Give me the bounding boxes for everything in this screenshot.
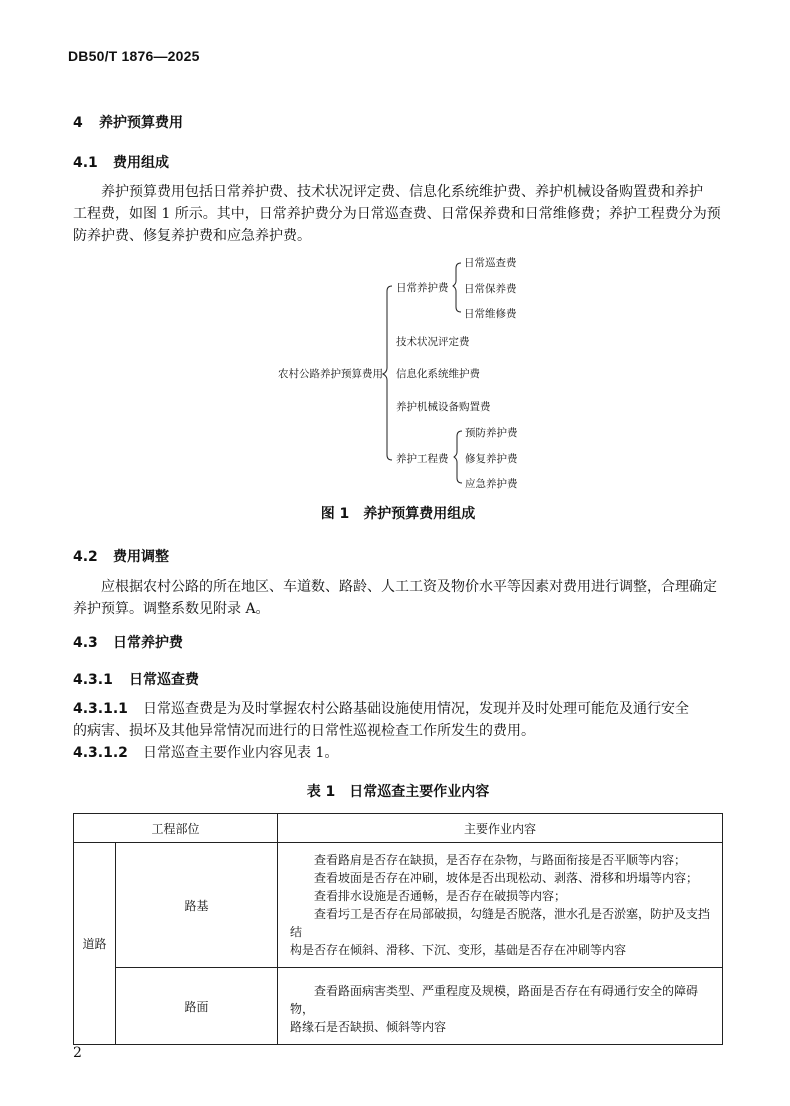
tree-leaf: 预防养护费: [465, 427, 518, 439]
section-4-3-1-heading: [73, 669, 199, 689]
tree-root: 农村公路养护预算费用: [278, 368, 383, 380]
content-cell: [278, 968, 723, 1045]
tree-node-daily: 日常养护费: [396, 282, 449, 294]
paragraph-line: 应根据农村公路的所在地区、车道数、路龄、人工工资及物价水平等因素对费用进行调整，合理确定: [101, 579, 717, 595]
table-header-row: [74, 814, 723, 843]
header-content: 主要作业内容: [278, 814, 723, 843]
header-part: 工程部位: [74, 814, 278, 843]
section-number: 4.3.1: [73, 672, 113, 688]
content-line: 查看路肩是否存在缺损，是否存在杂物，与路面衔接是否平顺等内容；: [314, 853, 687, 867]
content-line: 构是否存在倾斜、滑移、下沉、变形，基础是否存在冲刷等内容: [290, 943, 627, 957]
content-line: 路缘石是否缺损、倾斜等内容: [290, 1020, 447, 1034]
section-number: 4: [73, 115, 83, 131]
part-cell: 路基: [116, 843, 278, 968]
figure-1-tree: [260, 250, 560, 500]
tree-node-tech: 技术状况评定费: [396, 336, 470, 348]
document-code: DB50/T 1876—2025: [68, 48, 200, 64]
content-line: 查看路面病害类型、严重程度及规模，路面是否存在有碍通行安全的障碍物，: [290, 984, 699, 1016]
clause-4-3-1-1: [73, 698, 743, 764]
part-cell: 路面: [116, 968, 278, 1045]
section-4-3-heading: [73, 632, 183, 652]
section-title: 费用调整: [113, 549, 169, 565]
paragraph-line: 养护预算。调整系数见附录 A。: [73, 601, 270, 617]
tree-leaf: 日常保养费: [464, 283, 517, 295]
clause-number: 4.3.1.1: [73, 701, 128, 717]
table-row: [74, 968, 723, 1045]
table-row: [74, 843, 723, 968]
section-4-2-paragraph: [73, 576, 733, 620]
section-4-2-heading: [73, 546, 169, 566]
paragraph-line: 日常巡查主要作业内容见表 1。: [143, 745, 339, 761]
section-4-1-paragraph: [73, 181, 733, 247]
tree-node-machine: 养护机械设备购置费: [396, 401, 491, 413]
tree-leaf: 应急养护费: [465, 478, 518, 490]
content-line: 查看坡面是否存在冲刷，坡体是否出现松动、剥落、滑移和坍塌等内容；: [314, 871, 699, 885]
content-line: 查看圬工是否存在局部破损，勾缝是否脱落，泄水孔是否淤塞，防护及支挡结: [290, 907, 711, 939]
group-cell: 道路: [74, 843, 116, 1045]
content-line: 查看排水设施是否通畅，是否存在破损等内容；: [314, 889, 567, 903]
tree-leaf: 日常巡查费: [464, 257, 517, 269]
tree-node-engineering: 养护工程费: [396, 453, 449, 465]
paragraph-line: 工程费，如图 1 所示。其中，日常养护费分为日常巡查费、日常保养费和日常维修费；养护工程费分为预: [73, 206, 721, 222]
page-number: 2: [73, 1045, 82, 1061]
section-number: 4.3: [73, 635, 98, 651]
section-number: 4.1: [73, 155, 98, 171]
table-1: [73, 813, 723, 1045]
section-title: 费用组成: [113, 155, 169, 171]
tree-leaf: 日常维修费: [464, 308, 517, 320]
section-4-heading: [73, 112, 183, 132]
paragraph-line: 养护预算费用包括日常养护费、技术状况评定费、信息化系统维护费、养护机械设备购置费和养护: [101, 184, 703, 200]
section-number: 4.2: [73, 549, 98, 565]
tree-node-info: 信息化系统维护费: [396, 368, 480, 380]
clause-number: 4.3.1.2: [73, 745, 128, 761]
paragraph-line: 日常巡查费是为及时掌握农村公路基础设施使用情况，发现并及时处理可能危及通行安全: [143, 701, 689, 717]
section-title: 日常养护费: [113, 635, 183, 651]
table-1-caption: 表 1 日常巡查主要作业内容: [306, 784, 490, 800]
tree-leaf: 修复养护费: [465, 453, 518, 465]
content-cell: [278, 843, 723, 968]
section-4-1-heading: [73, 152, 169, 172]
paragraph-line: 的病害、损坏及其他异常情况而进行的日常性巡视检查工作所发生的费用。: [73, 723, 535, 739]
figure-1-caption: 图 1 养护预算费用组成: [320, 506, 476, 522]
section-title: 养护预算费用: [99, 115, 183, 131]
paragraph-line: 防养护费、修复养护费和应急养护费。: [73, 228, 311, 244]
section-title: 日常巡查费: [129, 672, 199, 688]
